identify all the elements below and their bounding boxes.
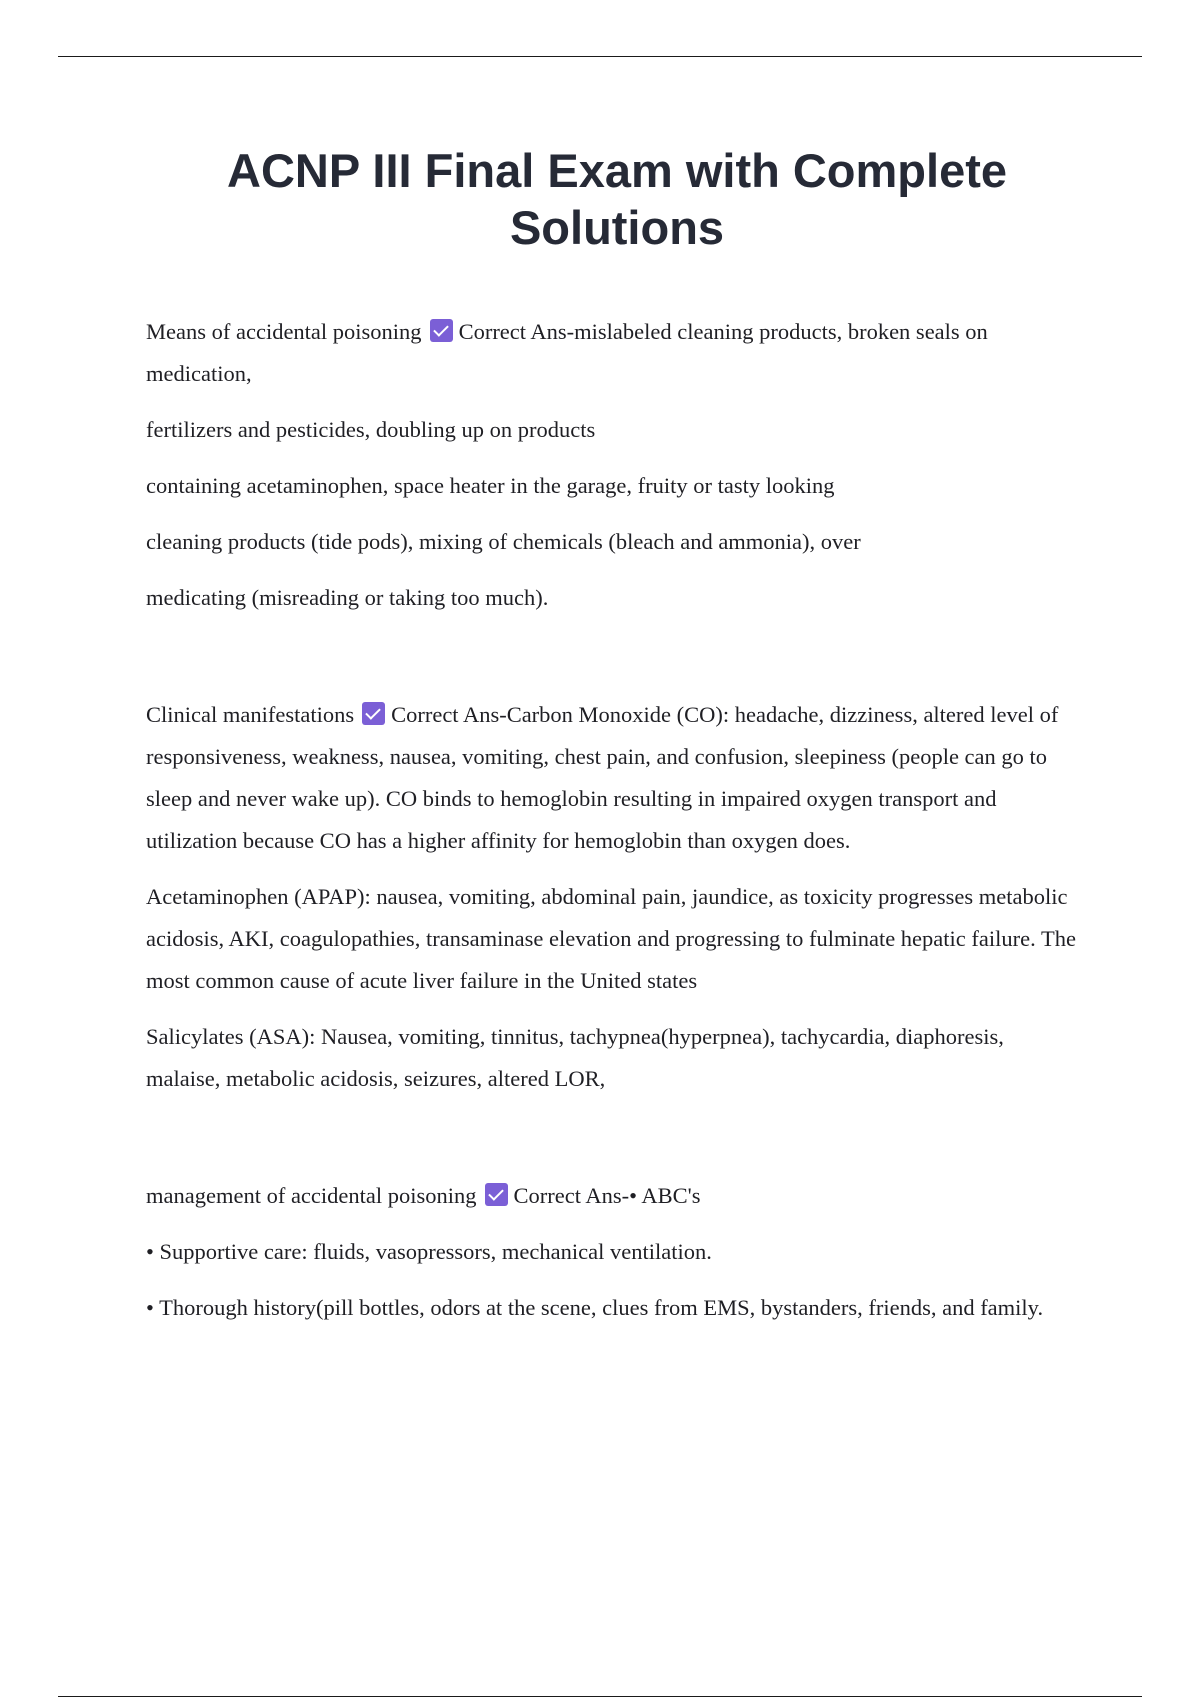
question-text: Means of accidental poisoning bbox=[146, 319, 422, 344]
qa-line bbox=[146, 1175, 1076, 1217]
answer-line: fertilizers and pesticides, doubling up on products bbox=[146, 417, 596, 442]
answer-text: Correct Ans-mislabeled cleaning products, broken seals on medication, bbox=[146, 319, 988, 386]
answer-paragraph: Salicylates (ASA): Nausea, vomiting, tinnitus, tachypnea(hyperpnea), tachycardia, diaphoresis, malaise, metabolic acidosis, seizures, altered LOR, bbox=[146, 1024, 1004, 1091]
qa-block-clinical-manifestations bbox=[146, 694, 1076, 1100]
checkbox-checked-icon bbox=[485, 1183, 508, 1206]
answer-line: • Thorough history(pill bottles, odors at the scene, clues from EMS, bystanders, friends, and family. bbox=[146, 1295, 1044, 1320]
qa-block-accidental-poisoning bbox=[146, 311, 1076, 619]
qa-line bbox=[146, 311, 1076, 395]
answer-line: cleaning products (tide pods), mixing of chemicals (bleach and ammonia), over bbox=[146, 529, 861, 554]
footer-rule bbox=[58, 1696, 1142, 1697]
checkbox-checked-icon bbox=[430, 319, 453, 342]
section-spacer bbox=[146, 619, 1076, 694]
answer-text: Correct Ans-Carbon Monoxide (CO): headache, dizziness, altered level of responsiveness, weakness, nausea, vomiting, chest pain, and confusion, sleepiness (people can go to sleep and never wake up). CO binds to hemoglobin resulting in impaired oxygen transport and utilization because CO has a higher affinity for hemoglobin than oxygen does. bbox=[146, 702, 1059, 853]
document-body bbox=[146, 311, 1076, 1329]
question-text: management of accidental poisoning bbox=[146, 1183, 477, 1208]
answer-line: • Supportive care: fluids, vasopressors, mechanical ventilation. bbox=[146, 1239, 712, 1264]
answer-line: medicating (misreading or taking too much). bbox=[146, 585, 549, 610]
qa-block-management bbox=[146, 1175, 1076, 1329]
answer-paragraph: Acetaminophen (APAP): nausea, vomiting, abdominal pain, jaundice, as toxicity progresses metabolic acidosis, AKI, coagulopathies, transaminase elevation and progressing to fulminate hepatic failure. The most common cause of acute liver failure in the United states bbox=[146, 884, 1076, 993]
checkbox-checked-icon bbox=[362, 702, 385, 725]
header-rule bbox=[58, 56, 1142, 57]
answer-text: Correct Ans-• ABC's bbox=[513, 1183, 701, 1208]
section-spacer bbox=[146, 1100, 1076, 1175]
qa-line bbox=[146, 694, 1076, 862]
answer-line: containing acetaminophen, space heater in the garage, fruity or tasty looking bbox=[146, 473, 835, 498]
document-title: ACNP III Final Exam with Complete Solutions bbox=[227, 144, 1007, 254]
question-text: Clinical manifestations bbox=[146, 702, 355, 727]
